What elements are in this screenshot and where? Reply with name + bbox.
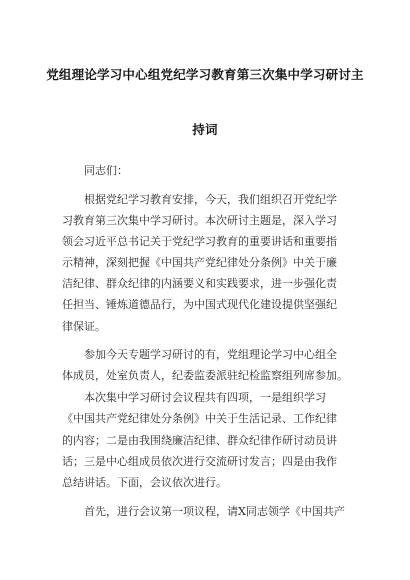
paragraph-1-line-3: 领会习近平总书记关于党纪学习教育的重要讲话和重要指 xyxy=(62,235,337,248)
paragraph-1-line-4: 示精神，深刻把握《中国共产党纪律处分条例》中关于廉 xyxy=(62,256,337,269)
paragraph-3-line-3: 的内容；二是由我围绕廉洁纪律、群众纪律作研讨动员讲 xyxy=(62,434,337,447)
paragraph-3-line-1: 本次集中学习研讨会议程共有四项，一是组织学习 xyxy=(84,391,326,404)
paragraph-3-line-5: 总结讲话。下面，会议依次进行。 xyxy=(62,476,227,489)
salutation: 同志们： xyxy=(84,164,128,177)
paragraph-3-line-2: 《中国共产党纪律处分条例》中关于生活记录、工作纪律 xyxy=(62,412,337,425)
paragraph-2-line-2: 体成员，处室负责人，纪委监委派驻纪检监察组列席参加。 xyxy=(62,369,348,382)
paragraph-3-line-4: 话；三是中心组成员依次进行交流研讨发言；四是由我作 xyxy=(62,455,337,468)
paragraph-1-line-5: 洁纪律、群众纪律的内涵要义和实践要求，进一步强化责 xyxy=(62,277,337,290)
paragraph-1-line-6: 任担当、锤炼道德品行，为中国式现代化建设提供坚强纪 xyxy=(62,298,337,311)
paragraph-1-line-7: 律保证。 xyxy=(62,320,106,333)
paragraph-4-line-1: 首先，进行会议第一项议程，请X同志领学《中国共产 xyxy=(84,505,345,518)
paragraph-2-line-1: 参加今天专题学习研讨的有，党组理论学习中心组全 xyxy=(84,348,337,361)
document-title-line-1: 党组理论学习中心组党纪学习教育第三次集中学习研讨主 xyxy=(46,67,364,82)
paragraph-1-line-1: 根据党纪学习教育安排，今天，我们组织召开党纪学 xyxy=(84,193,337,206)
paragraph-1-line-2: 习教育第三次集中学习研讨。本次研讨主题是，深入学习 xyxy=(62,214,337,227)
document-title-line-2: 持词 xyxy=(192,122,218,137)
